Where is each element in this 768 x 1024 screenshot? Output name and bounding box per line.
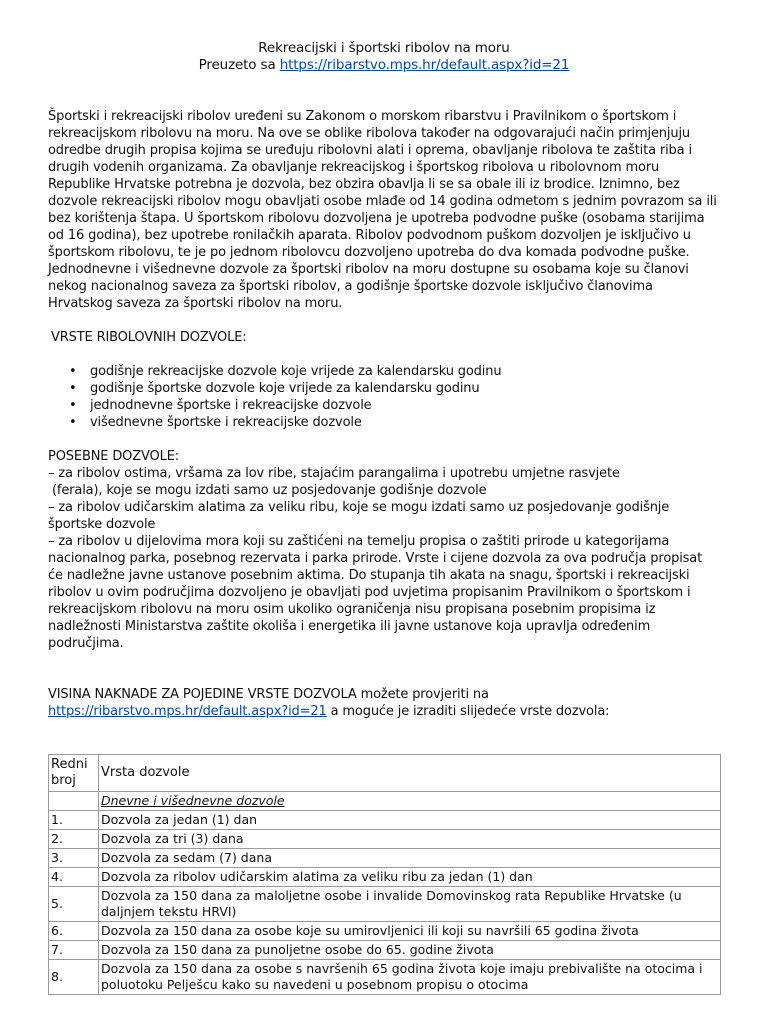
table-row — [49, 830, 721, 849]
section-label: Dnevne i višednevne dozvole — [99, 792, 721, 811]
row-text: Dozvola za 150 dana za maloljetne osobe i invalide Domovinskog rata Republike Hrvatske (u daljnjem tekstu HRVI) — [99, 887, 721, 922]
table-row — [49, 941, 721, 960]
row-text: Dozvola za 150 dana za osobe s navršenih 65 godina života koje imaju prebivalište na otocima i poluotoku Pelješcu kako su navedeni u posebnom propisu o otocima — [99, 960, 721, 995]
row-text: Dozvola za jedan (1) dan — [99, 811, 721, 830]
table-row — [49, 868, 721, 887]
row-number: 2. — [49, 830, 99, 849]
row-text: Dozvola za sedam (7) dana — [99, 849, 721, 868]
row-text: Dozvola za tri (3) dana — [99, 830, 721, 849]
intro-paragraph: Športski i rekreacijski ribolov uređeni su Zakonom o morskom ribarstvu i Pravilnikom o športskom i rekreacijskom ribolovu na moru. Na ove se oblike ribolova također na odgovarajući način primjenjuju odredbe drugih propisa kojima se uređuju ribolovni alati i oprema, obavljanje ribolova te zaštita riba i drugih vodenih organizama. Za obavljanje rekreacijskog i športskog ribolova u ribolovnom moru Republike Hrvatske potrebna je dozvola, bez obzira obavlja li se sa obale ili iz brodice. Iznimno, bez dozvole rekreacijski ribolov mogu obavljati osobe mlađe od 14 godina odmetom s jednim povrazom sa ili bez korištenja štapa. U športskom ribolovu dozvoljena je upotreba podvodne puške (osobama starijima od 16 godina), bez upotrebe ronilačkih aparata. Ribolov podvodnom puškom dozvoljen je isključivo u športskom ribolovu, te je po jednom ribolovcu dozvoljeno upotreba do dva komada podvodne puške. Jednodnevne i višednevne dozvole za športski ribolov na moru dostupne su osobama koje su članovi nekog nacionalnog saveza za športski ribolov, a godišnje športske dozvole isključivo članovima Hrvatskog saveza za športski ribolov na moru. — [48, 109, 717, 311]
list-item: • godišnje rekreacijske dozvole koje vrijede za kalendarsku godinu — [90, 363, 720, 380]
posebne-line: – za ribolov u dijelovima mora koji su zaštićeni na temelju propisa o zaštiti prirode u kategorijama nacionalnog parka, posebnog rezervata i parka prirode. Vrste i cijene dozvola za ova područja propisat će nadležne javne ustanove posebnim aktima. Do stupanja tih akata na snagu, športski i rekreacijski ribolov u ovim područjima dozvoljeno je obavljati pod uvjetima propisanim Pravilnikom o športskom i rekreacijskom ribolovu na moru osim ukoliko ograničenja nisu propisana posebnim propisima iz nadležnosti Ministarstva zaštite okoliša i energetika ili javne ustanove koja upravlja određenim područjima. — [48, 534, 703, 651]
posebne-section — [48, 448, 720, 652]
row-number: 1. — [49, 811, 99, 830]
header-redni-broj: Redni broj — [49, 755, 99, 792]
row-text: Dozvola za ribolov udičarskim alatima za veliku ribu za jedan (1) dan — [99, 868, 721, 887]
row-number: 6. — [49, 922, 99, 941]
posebne-line: – za ribolov udičarskim alatima za veliku ribu, koje se mogu izdati samo uz posjedovanje godišnje športske dozvole — [48, 500, 670, 532]
visina-line — [48, 703, 720, 720]
list-item: • višednevne športske i rekreacijske dozvole — [90, 414, 720, 431]
posebne-heading: POSEBNE DOZVOLE: — [48, 449, 180, 464]
table-section-row — [49, 792, 721, 811]
visina-text: VISINA NAKNADE ZA POJEDINE VRSTE DOZVOLA možete provjeriti na — [48, 687, 489, 702]
table-row — [49, 960, 721, 995]
header-vrsta-dozvole: Vrsta dozvole — [99, 755, 721, 792]
row-text: Dozvola za 150 dana za punoljetne osobe do 65. godine života — [99, 941, 721, 960]
row-text: Dozvola za 150 dana za osobe koje su umirovljenici ili koji su navršili 65 godina života — [99, 922, 721, 941]
source-prefix: Preuzeto sa — [198, 57, 280, 73]
row-number: 8. — [49, 960, 99, 995]
list-item: • godišnje športske dozvole koje vrijede za kalendarsku godinu — [90, 380, 720, 397]
row-number: 5. — [49, 887, 99, 922]
visina-paragraph — [48, 686, 720, 720]
table-cell-empty — [49, 792, 99, 811]
document-page — [48, 40, 720, 720]
posebne-line: – za ribolov ostima, vršama za lov ribe, stajaćim parangalima i upotrebu umjetne rasvjete — [48, 466, 620, 481]
row-number: 4. — [49, 868, 99, 887]
title-text: Rekreacijski i športski ribolov na moru — [258, 40, 510, 56]
document-title — [48, 40, 720, 74]
visina-link[interactable]: https://ribarstvo.mps.hr/default.aspx?id=21 — [48, 704, 327, 719]
permits-table — [48, 754, 721, 995]
row-number: 7. — [49, 941, 99, 960]
table-row — [49, 849, 721, 868]
visina-text-2: a moguće je izraditi slijedeće vrste dozvola: — [326, 704, 610, 719]
table-row — [49, 811, 721, 830]
table-header-row — [49, 755, 721, 792]
vrste-list — [48, 363, 720, 431]
table-row — [49, 887, 721, 922]
vrste-heading: VRSTE RIBOLOVNIH DOZVOLE: — [51, 330, 247, 345]
posebne-line: (ferala), koje se mogu izdati samo uz posjedovanje godišnje dozvole — [48, 483, 487, 498]
row-number: 3. — [49, 849, 99, 868]
source-line — [48, 57, 720, 74]
table-row — [49, 922, 721, 941]
source-link[interactable]: https://ribarstvo.mps.hr/default.aspx?id=21 — [279, 57, 570, 73]
list-item: • jednodnevne športske i rekreacijske dozvole — [90, 397, 720, 414]
